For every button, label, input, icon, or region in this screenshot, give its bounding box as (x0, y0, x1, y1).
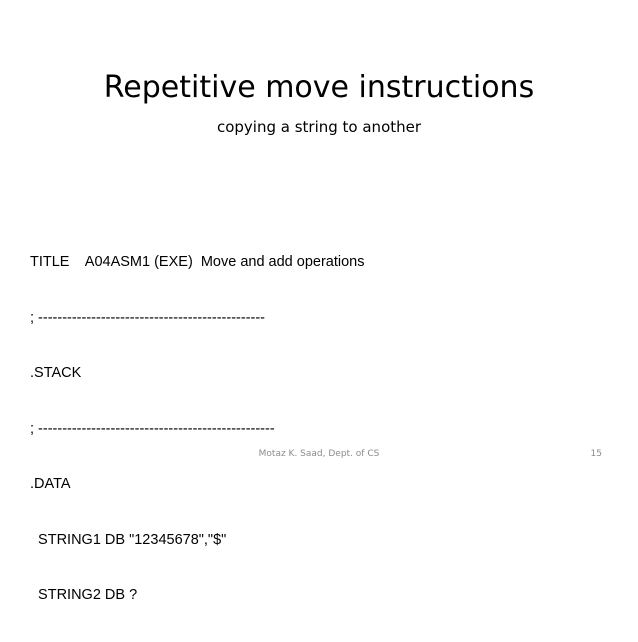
slide-title: Repetitive move instructions (103, 70, 535, 105)
code-line-separator: ; ----------------------------------------------- (30, 309, 266, 326)
code-line-stack: .STACK (30, 365, 82, 381)
code-line-data: .DATA (30, 476, 71, 492)
code-line-separator: ; ------------------------------------------------- (30, 420, 275, 437)
footer-author: Motaz K. Saad, Dept. of CS (258, 449, 380, 459)
page-number: 15 (590, 449, 602, 459)
code-line-string1: STRING1 DB "12345678","$" (30, 531, 227, 548)
code-line-title: TITLE A04ASM1 (EXE) Move and add operations (30, 254, 365, 270)
code-line-string2: STRING2 DB ? (30, 587, 138, 603)
code-block (30, 216, 630, 642)
slide-subtitle: copying a string to another (216, 118, 422, 136)
